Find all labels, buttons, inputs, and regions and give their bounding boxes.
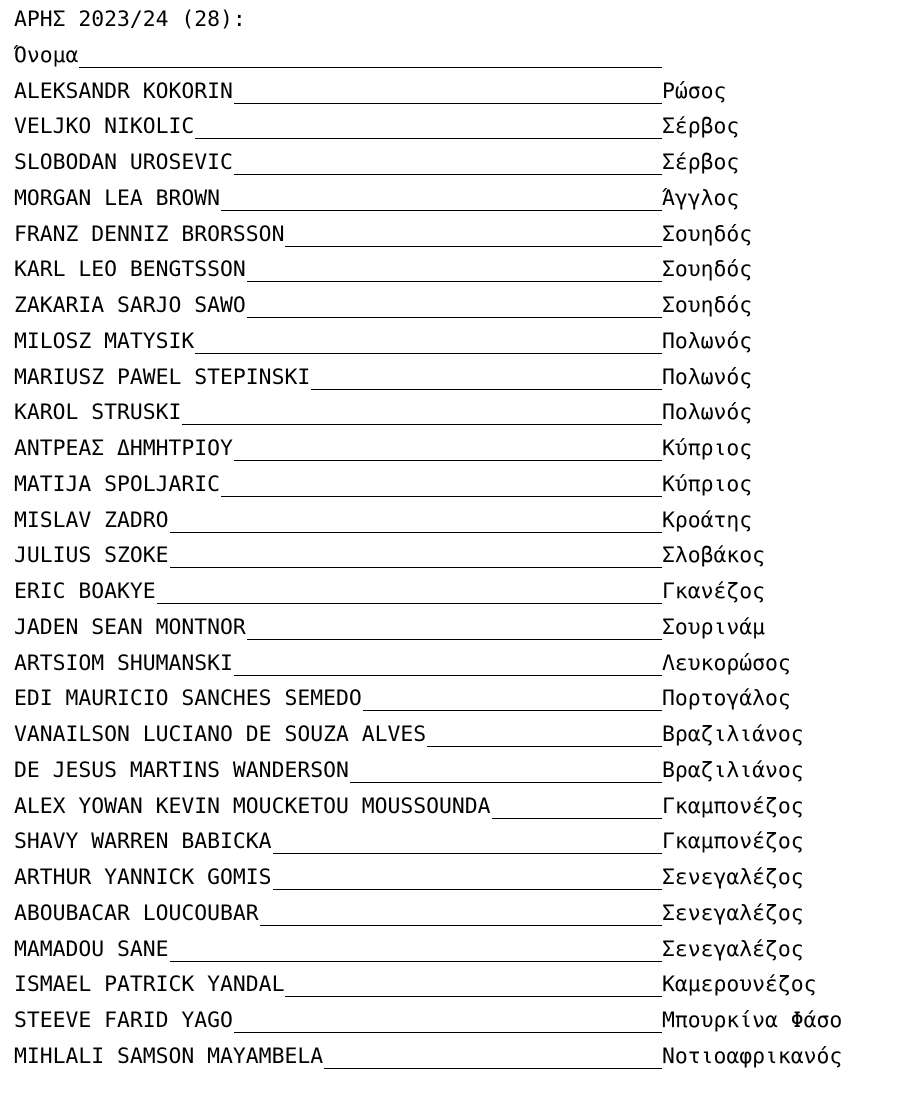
player-name-cell [14,646,662,682]
player-name: JADEN SEAN MONTNOR [14,614,246,640]
player-row [14,789,898,825]
player-name: FRANZ DENNIZ BRORSSON [14,221,285,247]
player-name: SHAVY WARREN BABICKA [14,829,272,855]
name-header-label: Όνομα [14,42,79,68]
player-nationality: Καμερουνέζος [662,972,817,998]
player-nationality: Λευκορώσος [662,650,791,676]
player-row [14,74,898,110]
player-list [14,74,898,1075]
player-name: VELJKO NIKOLIC [14,114,195,140]
player-nationality: Σουηδός [662,293,753,318]
player-row [14,967,898,1003]
roster-document [14,2,898,1075]
player-name: MATIJA SPOLJARIC [14,471,221,497]
player-name-cell [14,145,662,181]
player-name-cell [14,1039,662,1075]
player-name: ISMAEL PATRICK YANDAL [14,972,285,998]
player-nationality: Νοτιοαφρικανός [662,1043,843,1069]
player-name: MILOSZ MATYSIK [14,328,195,354]
player-name: MIHLALI SAMSON MAYAMBELA [14,1043,324,1069]
player-name-cell [14,109,662,145]
player-row [14,824,898,860]
player-row [14,1003,898,1039]
player-row [14,288,898,324]
player-row [14,181,898,217]
player-nationality: Ρώσος [662,78,727,104]
player-nationality: Κροάτης [662,507,753,533]
player-name: ALEKSANDR KOKORIN [14,78,233,104]
player-name: EDI MAURICIO SANCHES SEMEDO [14,686,362,712]
player-row [14,896,898,932]
player-name-cell [14,824,662,860]
player-name: VANAILSON LUCIANO DE SOUZA ALVES [14,722,427,747]
player-name: MARIUSZ PAWEL STEPINSKI [14,364,311,390]
player-name: MISLAV ZADRO [14,507,169,533]
player-name-cell [14,217,662,253]
player-name: ALEX YOWAN KEVIN MOUCKETOU MOUSSOUNDA [14,793,491,819]
player-name: JULIUS SZOKE [14,543,169,569]
name-column-header [14,38,898,74]
player-nationality: Σενεγαλέζος [662,865,804,890]
player-row [14,681,898,717]
player-name: KARL LEO BENGTSSON [14,257,246,283]
player-nationality: Γκανέζος [662,579,766,604]
player-name-cell [14,467,662,503]
player-name-cell [14,1003,662,1039]
player-name-cell [14,896,662,932]
player-nationality: Πορτογάλος [662,686,791,712]
player-nationality: Βραζιλιάνος [662,757,804,783]
player-name-cell [14,395,662,431]
player-name: ZAKARIA SARJO SAWO [14,293,246,318]
player-nationality: Γκαμπονέζος [662,793,804,819]
player-name-cell [14,431,662,467]
player-name: MAMADOU SANE [14,936,169,962]
player-nationality: Πολωνός [662,400,753,426]
player-row [14,717,898,753]
player-name-cell [14,967,662,1003]
player-nationality: Σενεγαλέζος [662,900,804,926]
player-row [14,1039,898,1075]
player-name-cell [14,789,662,825]
player-row [14,503,898,539]
player-row [14,610,898,646]
player-row [14,574,898,610]
player-row [14,395,898,431]
player-name-cell [14,860,662,896]
player-name-cell [14,932,662,968]
player-row [14,431,898,467]
player-row [14,360,898,396]
player-name-cell [14,288,662,324]
player-name: ABOUBACAR LOUCOUBAR [14,900,259,926]
player-name: MORGAN LEA BROWN [14,185,221,211]
player-name-cell [14,360,662,396]
player-nationality: Μπουρκίνα Φάσο [662,1008,843,1033]
player-nationality: Σενεγαλέζος [662,936,804,962]
player-name-cell [14,324,662,360]
player-name: ΑΝΤΡΕΑΣ ΔΗΜΗΤΡΙΟΥ [14,436,233,461]
player-name-cell [14,74,662,110]
player-nationality: Σουρινάμ [662,614,766,640]
player-row [14,109,898,145]
player-name-cell [14,181,662,217]
player-nationality: Σουηδός [662,221,753,247]
player-name-cell [14,252,662,288]
player-row [14,538,898,574]
player-name: DE JESUS MARTINS WANDERSON [14,757,349,783]
player-row [14,932,898,968]
player-name-cell [14,753,662,789]
player-nationality: Σουηδός [662,257,753,283]
player-name: STEEVE FARID YAGO [14,1008,233,1033]
player-row [14,646,898,682]
player-name-cell [14,717,662,753]
player-nationality: Κύπριος [662,471,753,497]
player-nationality: Πολωνός [662,328,753,354]
player-name: SLOBODAN UROSEVIC [14,150,233,175]
player-nationality: Πολωνός [662,364,753,390]
player-name-cell [14,681,662,717]
player-name: ARTHUR YANNICK GOMIS [14,865,272,890]
player-row [14,860,898,896]
player-nationality: Σλοβάκος [662,543,766,569]
player-row [14,145,898,181]
player-row [14,324,898,360]
player-name: KAROL STRUSKI [14,400,182,426]
player-row [14,753,898,789]
player-nationality: Άγγλος [662,185,740,211]
player-row [14,467,898,503]
player-row [14,252,898,288]
player-nationality: Σέρβος [662,114,740,140]
player-name-cell [14,610,662,646]
player-nationality: Γκαμπονέζος [662,829,804,855]
player-nationality: Κύπριος [662,436,753,461]
player-nationality: Βραζιλιάνος [662,722,804,747]
player-name-cell [14,503,662,539]
player-nationality: Σέρβος [662,150,740,175]
player-name: ERIC BOAKYE [14,579,156,604]
player-name-cell [14,574,662,610]
roster-heading: ΑΡΗΣ 2023/24 (28): [14,7,246,32]
player-name: ARTSIOM SHUMANSKI [14,650,233,676]
player-name-cell [14,538,662,574]
player-row [14,217,898,253]
